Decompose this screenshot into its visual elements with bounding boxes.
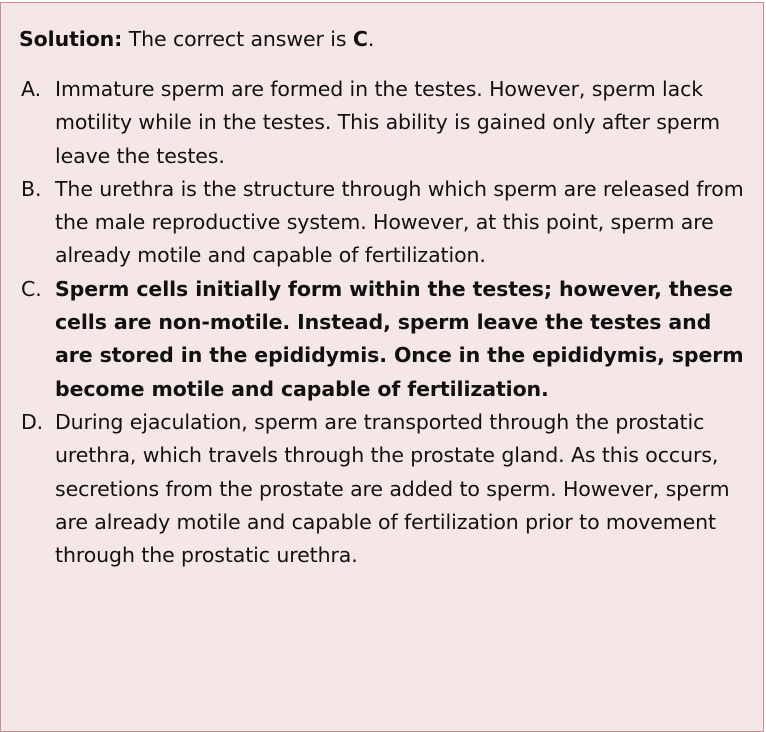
- solution-label: Solution:: [19, 27, 123, 51]
- solution-heading: [19, 23, 374, 56]
- option-letter: D.: [21, 409, 44, 434]
- option-text: The urethra is the structure through which sperm are released from the male reproductive system. However, at this point, sperm are already motile and capable of fertilization.: [55, 176, 744, 268]
- option-letter: B.: [21, 176, 42, 201]
- solution-end: .: [367, 27, 375, 51]
- option-text: During ejaculation, sperm are transported through the prostatic urethra, which travels through the prostate gland. As this occurs, secretions from the prostate are added to sperm. However, sperm are already motile and capable of fertilization prior to movement through the prostatic urethra.: [55, 409, 730, 568]
- option-letter: C.: [21, 276, 42, 301]
- option-b-explanation: [19, 173, 755, 273]
- option-letter: A.: [21, 77, 41, 101]
- option-text: Immature sperm are formed in the testes. However, sperm lack motility while in the testes. This ability is gained only after sperm leave the testes.: [55, 77, 721, 168]
- option-d-explanation: [19, 406, 755, 572]
- solution-intro: The correct answer is: [122, 27, 353, 51]
- option-text-correct: Sperm cells initially form within the testes; however, these cells are non-motile. Instead, sperm leave the testes and are stored in the epididymis. Once in the epididymis, sperm become motile and capable of fertilization.: [55, 276, 744, 401]
- solution-panel: [0, 2, 764, 732]
- answer-explanations-list: [19, 73, 755, 572]
- option-a-explanation: [19, 73, 755, 173]
- option-c-explanation-correct: [19, 273, 755, 406]
- correct-answer-letter: C: [352, 27, 368, 51]
